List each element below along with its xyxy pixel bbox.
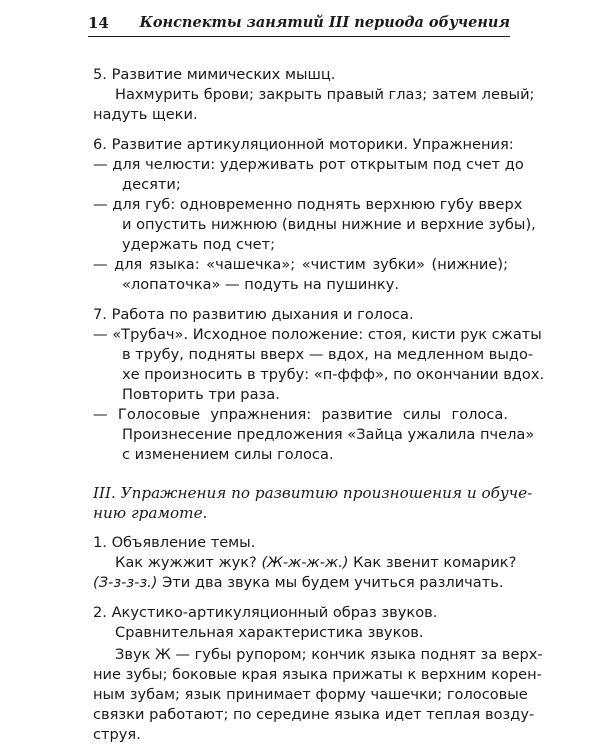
- item5-line1: Нахмурить брови; закрыть правый глаз; затем левый;: [115, 86, 535, 103]
- s1-line1: [115, 554, 516, 572]
- s1-line1-text-a: Как жужжит жук?: [115, 554, 262, 571]
- item7-line1: — «Трубач». Исходное положение: стоя, кисти рук сжаты: [93, 326, 542, 343]
- s1-line1-text-c: Как звенит комарик?: [348, 554, 517, 571]
- s2-line1: Звук Ж — губы рупором; кончик языка поднят за верх-: [115, 646, 543, 663]
- s2-line2: ние зубы; боковые края языка прижаты к верхним корен-: [93, 666, 542, 683]
- item7-line6: Произнесение предложения «Зайца ужалила пчела»: [122, 426, 535, 443]
- s2-line5: струя.: [93, 726, 141, 743]
- item7-line2: в трубу, подняты вверх — вдох, на медленном выдо-: [122, 346, 534, 363]
- item7-title: 7. Работа по развитию дыхания и голоса.: [93, 306, 414, 323]
- section3-title-line2: нию грамоте.: [93, 504, 208, 522]
- s1-line1-sound-zh: (Ж-ж-ж-ж.): [261, 554, 349, 571]
- item6-line1: — для челюсти: удерживать рот открытым под счет до: [93, 156, 524, 173]
- page-number: 14: [88, 14, 109, 32]
- item6-line6: — для языка: «чашечка»; «чистим зубки» (нижние);: [93, 256, 508, 273]
- s2-title: 2. Акустико-артикуляционный образ звуков.: [93, 604, 438, 621]
- item6-line4: и опустить нижнюю (видны нижние и верхние зубы),: [122, 216, 536, 233]
- s2-subtitle: Сравнительная характеристика звуков.: [115, 624, 424, 641]
- item6-line5: удержать под счет;: [122, 236, 276, 253]
- item6-line3: — для губ: одновременно поднять верхнюю губу вверх: [93, 196, 523, 213]
- s1-line2-sound-z: (З-з-з-з.): [93, 574, 158, 591]
- item7-line5: — Голосовые упражнения: развитие силы голоса.: [93, 406, 508, 423]
- s2-line4: связки работают; по середине языка идет теплая возду-: [93, 706, 535, 723]
- item7-line4: Повторить три раза.: [122, 386, 280, 403]
- s1-line2: [93, 574, 504, 592]
- item7-line3: хе произносить в трубу: «п-ффф», по окончании вдох.: [122, 366, 545, 383]
- running-title: Конспекты занятий III периода обучения: [139, 14, 510, 31]
- s1-line2-text-b: Эти два звука мы будем учиться различать.: [157, 574, 504, 591]
- page-header: [88, 12, 510, 37]
- s1-title: 1. Объявление темы.: [93, 534, 256, 551]
- item6-title: 6. Развитие артикуляционной моторики. Упражнения:: [93, 136, 514, 153]
- section3-title-line1: III. Упражнения по развитию произношения и обуче-: [93, 484, 533, 502]
- item6-line7: «лопаточка» — подуть на пушинку.: [122, 276, 399, 293]
- s2-line3: ным зубам; язык принимает форму чашечки; голосовые: [93, 686, 528, 703]
- item5-title: 5. Развитие мимических мышц.: [93, 66, 336, 83]
- item6-line2: десяти;: [122, 176, 181, 193]
- item7-line7: с изменением силы голоса.: [122, 446, 334, 463]
- item5-line2: надуть щеки.: [93, 106, 198, 123]
